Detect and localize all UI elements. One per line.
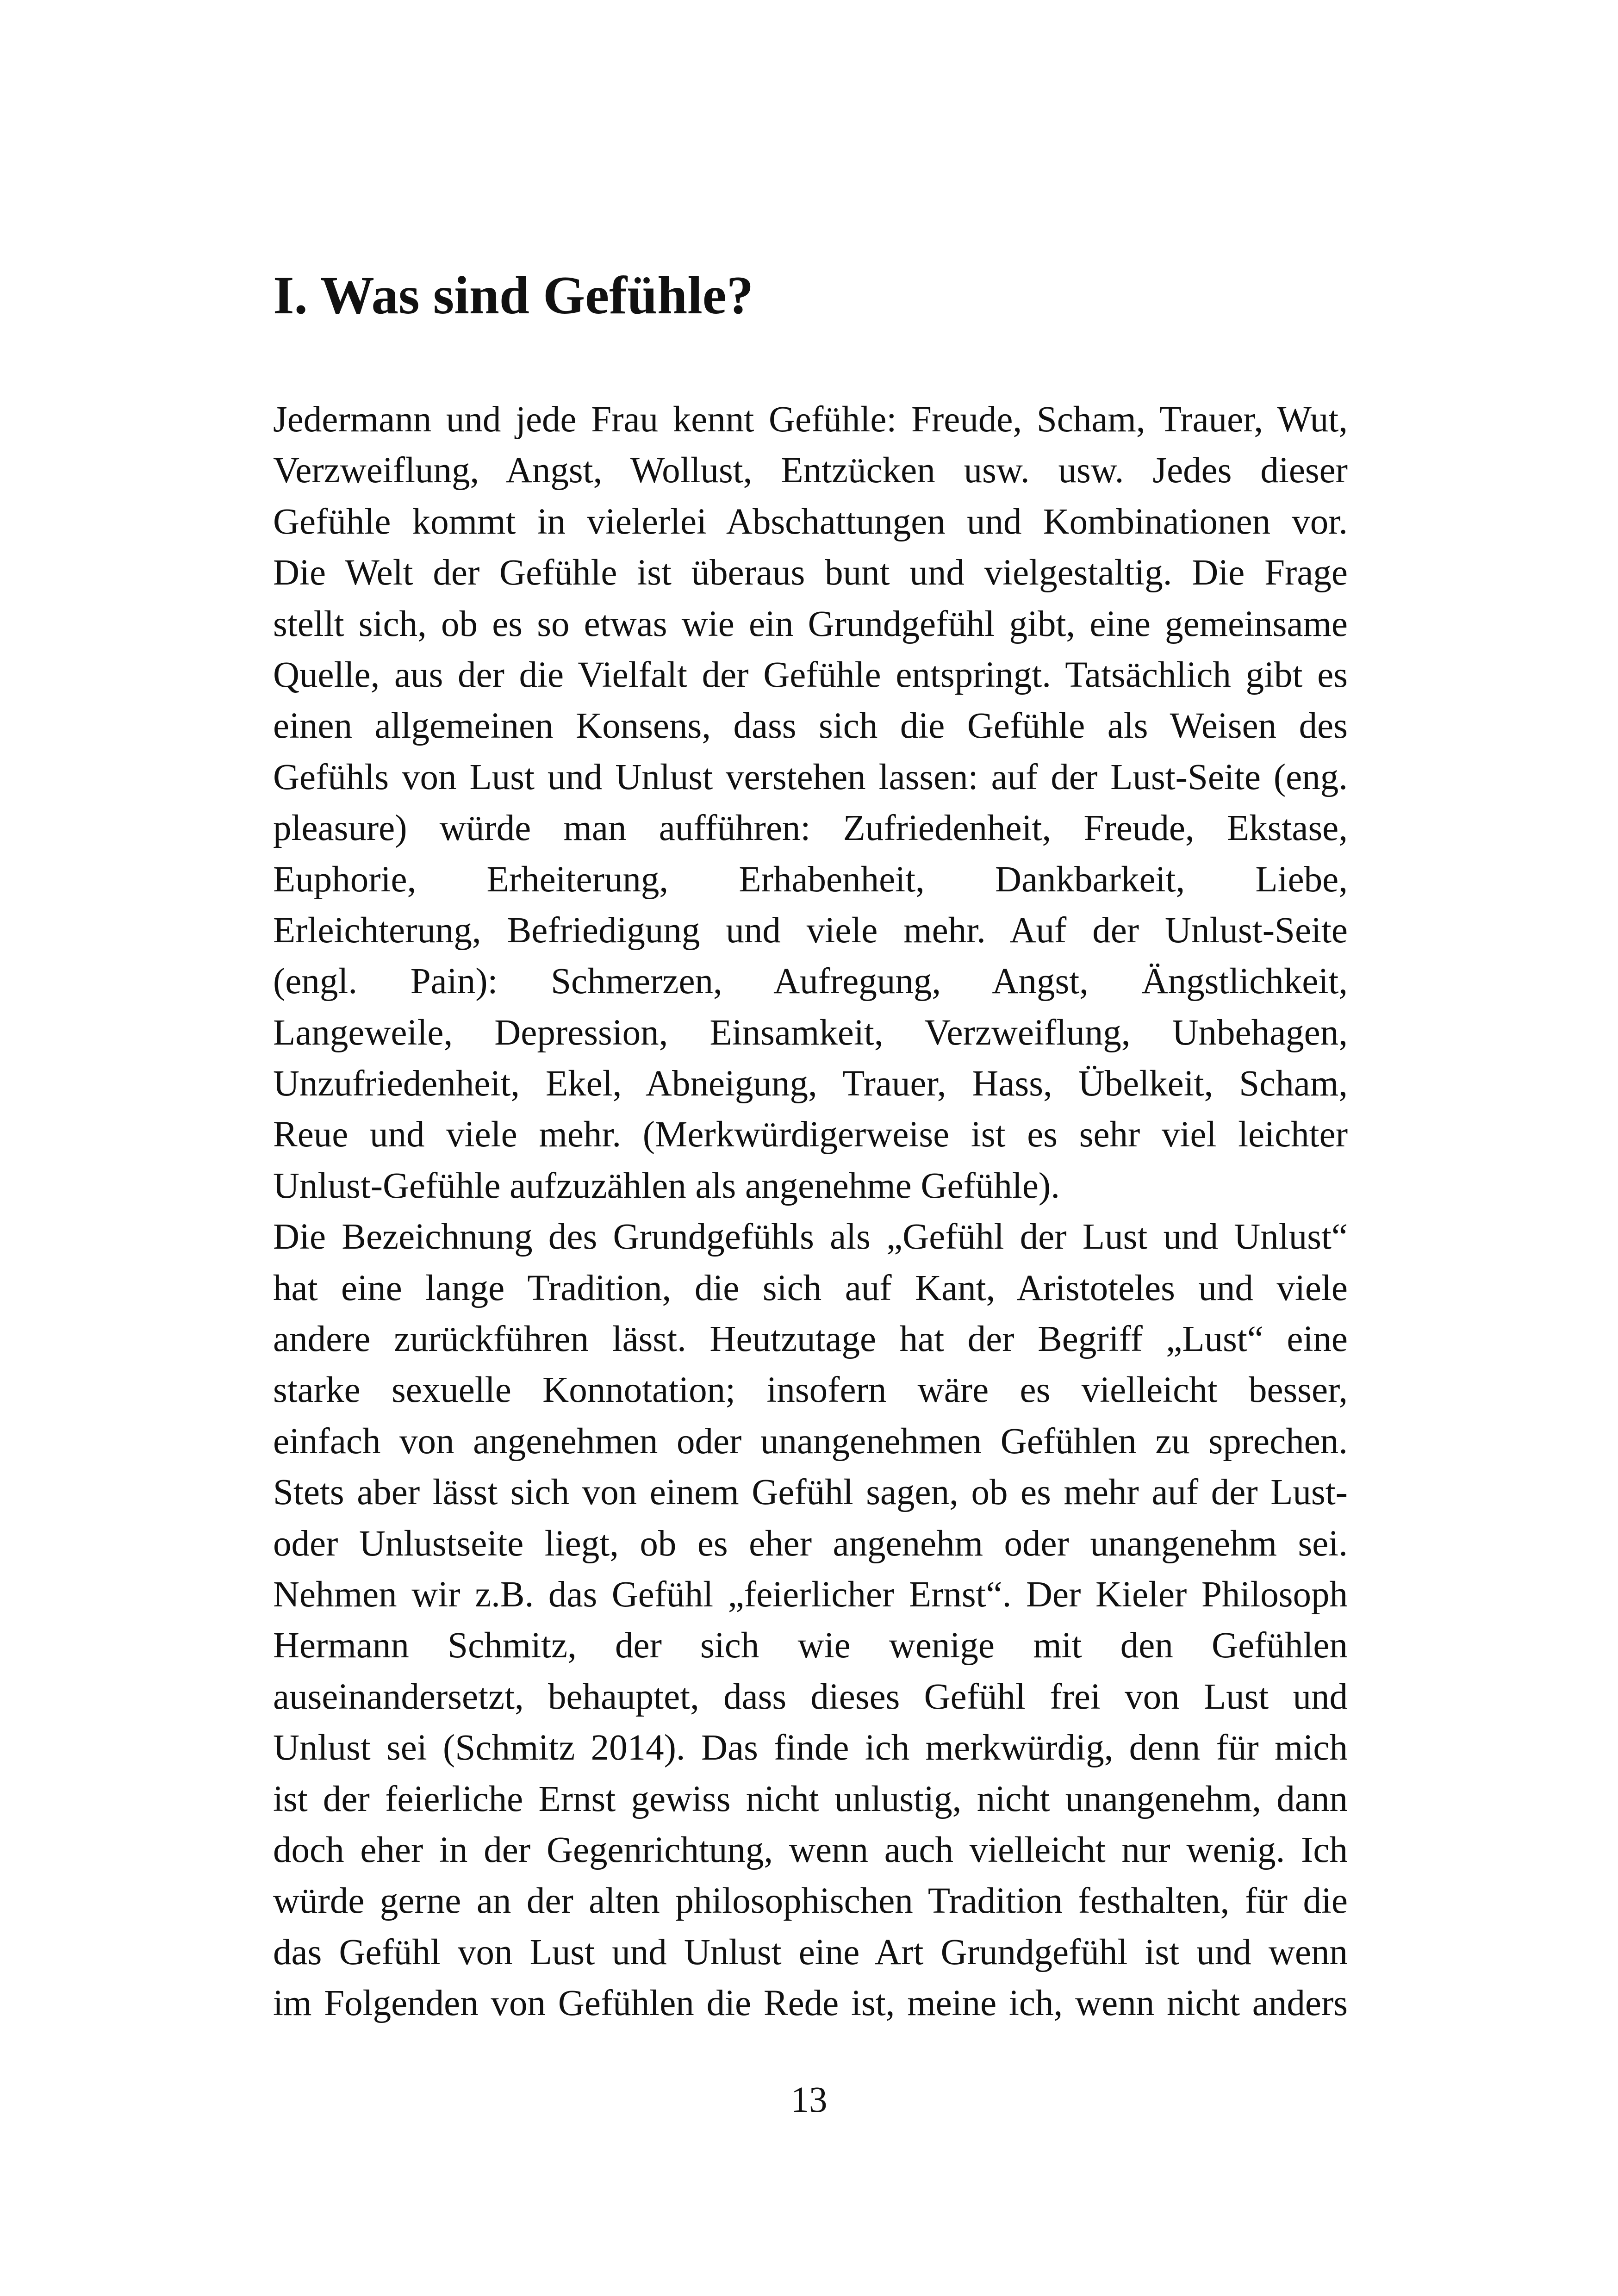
text-line: Die Bezeichnung des Grundgefühls als „Gefühl der Lust und Unlust“ (273, 1217, 1348, 1257)
text-line: hat eine lange Tradition, die sich auf Kant, Aristoteles und viele (273, 1268, 1348, 1308)
text-line: andere zurückführen lässt. Heutzutage hat der Begriff „Lust“ eine (273, 1319, 1348, 1360)
text-line: würde gerne an der alten philosophischen Tradition festhalten, für die (273, 1881, 1348, 1922)
text-line: Jedermann und jede Frau kennt Gefühle: Freude, Scham, Trauer, Wut, (273, 399, 1348, 440)
text-line: Die Welt der Gefühle ist überaus bunt und vielgestaltig. Die Frage (273, 553, 1348, 593)
text-line: starke sexuelle Konnotation; insofern wäre es vielleicht besser, (273, 1370, 1348, 1411)
text-line: Gefühls von Lust und Unlust verstehen lassen: auf der Lust-Seite (eng. (273, 757, 1348, 797)
text-line: Verzweiflung, Angst, Wollust, Entzücken usw. usw. Jedes dieser (273, 450, 1348, 491)
text-line: Nehmen wir z.B. das Gefühl „feierlicher Ernst“. Der Kieler Philosoph (273, 1574, 1348, 1615)
text-line: doch eher in der Gegenrichtung, wenn auch vielleicht nur wenig. Ich (273, 1829, 1348, 1870)
text-line: Unlust sei (Schmitz 2014). Das finde ich merkwürdig, denn für mich (273, 1728, 1348, 1768)
text-line: oder Unlustseite liegt, ob es eher angenehm oder unangenehm sei. (273, 1523, 1348, 1564)
text-line: Quelle, aus der die Vielfalt der Gefühle entspringt. Tatsächlich gibt es (273, 654, 1348, 695)
text-line: Stets aber lässt sich von einem Gefühl sagen, ob es mehr auf der Lust- (273, 1472, 1348, 1513)
text-line: einfach von angenehmen oder unangenehmen Gefühlen zu sprechen. (273, 1421, 1348, 1462)
text-line: einen allgemeinen Konsens, dass sich die Gefühle als Weisen des (273, 706, 1348, 747)
text-line: Unlust-Gefühle aufzuzählen als angenehme Gefühle). (273, 1165, 1060, 1206)
text-line: Hermann Schmitz, der sich wie wenige mit den Gefühlen (273, 1625, 1348, 1666)
text-line: ist der feierliche Ernst gewiss nicht unlustig, nicht unangenehm, dann (273, 1779, 1348, 1819)
text-line: das Gefühl von Lust und Unlust eine Art Grundgefühl ist und wenn (273, 1932, 1348, 1972)
text-line: stellt sich, ob es so etwas wie ein Grundgefühl gibt, eine gemeinsame (273, 604, 1348, 644)
text-line: auseinandersetzt, behauptet, dass dieses Gefühl frei von Lust und (273, 1676, 1348, 1717)
page-number: 13 (790, 2080, 828, 2120)
chapter-title: I. Was sind Gefühle? (273, 266, 754, 325)
text-line: Gefühle kommt in vielerlei Abschattungen und Kombinationen vor. (273, 501, 1348, 542)
text-line: Reue und viele mehr. (Merkwürdigerweise ist es sehr viel leichter (273, 1114, 1348, 1155)
text-line: im Folgenden von Gefühlen die Rede ist, meine ich, wenn nicht anders (273, 1983, 1348, 2024)
text-line: pleasure) würde man aufführen: Zufriedenheit, Freude, Ekstase, (273, 808, 1348, 849)
text-line: (engl. Pain): Schmerzen, Aufregung, Angst, Ängstlichkeit, (273, 961, 1348, 1002)
text-line: Erleichterung, Befriedigung und viele mehr. Auf der Unlust-Seite (273, 910, 1348, 951)
text-line: Euphorie, Erheiterung, Erhabenheit, Dankbarkeit, Liebe, (273, 859, 1348, 900)
text-line: Unzufriedenheit, Ekel, Abneigung, Trauer, Hass, Übelkeit, Scham, (273, 1064, 1348, 1104)
body-text (273, 394, 1348, 2029)
text-line: Langeweile, Depression, Einsamkeit, Verzweiflung, Unbehagen, (273, 1012, 1348, 1053)
